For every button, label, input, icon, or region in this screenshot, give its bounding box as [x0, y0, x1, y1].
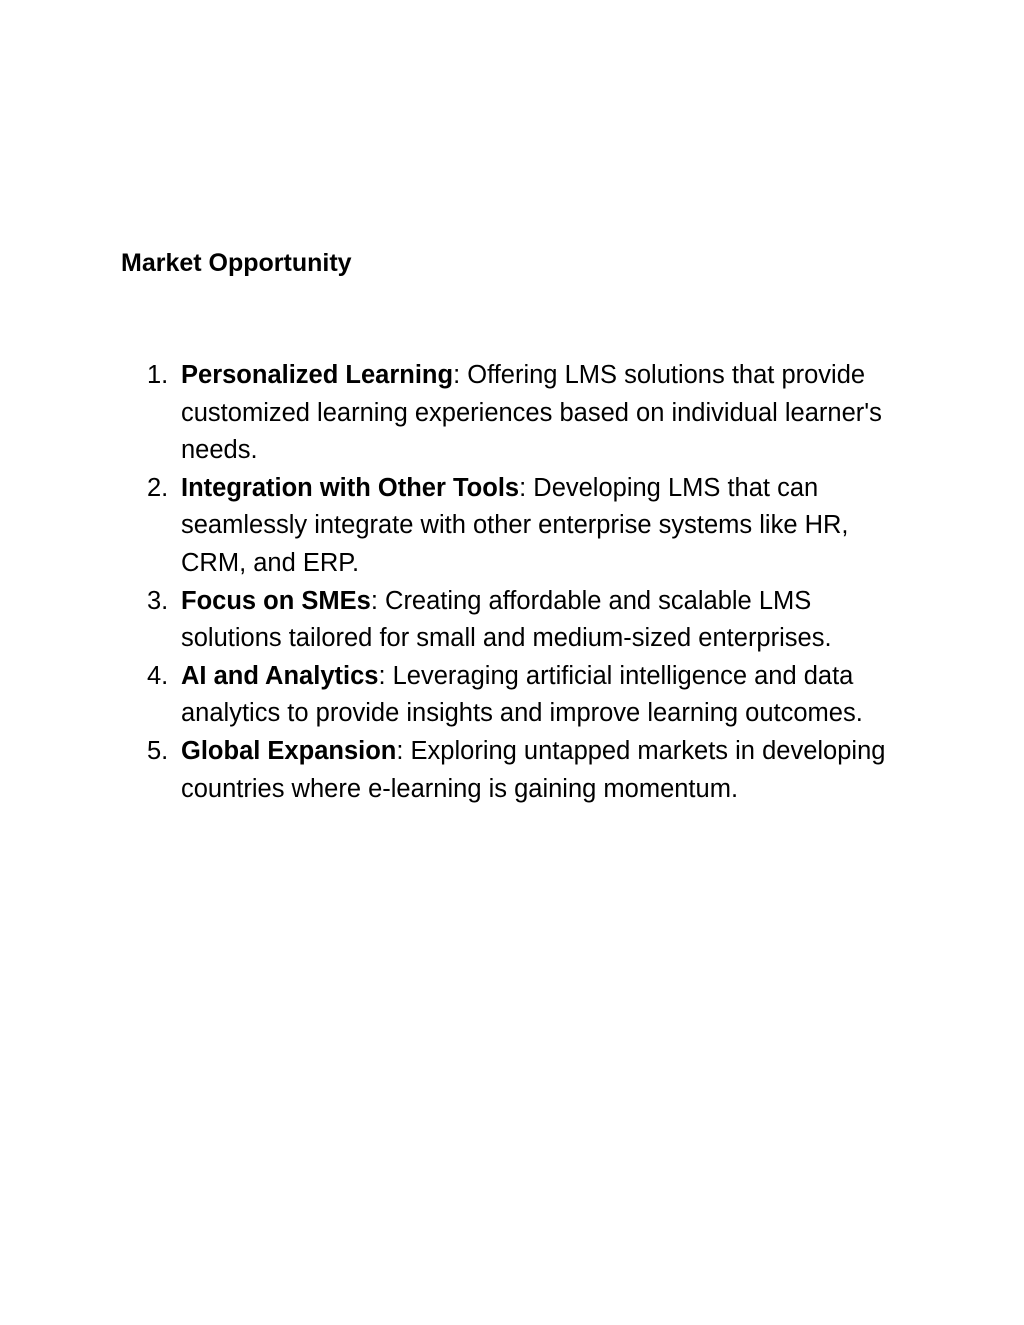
- list-item-term: AI and Analytics: [181, 661, 379, 690]
- list-item-text: : Exploring untapped markets in developing countries where e-learning is gaining momentum.: [181, 736, 886, 803]
- list-item-number: 1.: [147, 361, 169, 389]
- section-heading: Market Opportunity: [121, 249, 352, 277]
- list-item-text: : Developing LMS that can seamlessly integrate with other enterprise systems like HR, CRM, and ERP.: [181, 473, 849, 577]
- list-item-term: Global Expansion: [181, 736, 397, 765]
- list-item: [0, 583, 901, 658]
- list-item-term: Personalized Learning: [181, 361, 454, 389]
- list-item-number: 3.: [147, 586, 169, 615]
- list-item-text: : Offering LMS solutions that provide customized learning experiences based on individual learner's needs.: [181, 361, 882, 465]
- list-item-number: 2.: [147, 473, 169, 502]
- list-item-term: Focus on SMEs: [181, 586, 371, 615]
- list-item: [0, 733, 901, 808]
- list-item-text: : Leveraging artificial intelligence and data analytics to provide insights and improve learning outcomes.: [181, 661, 863, 728]
- list-item: [0, 357, 901, 470]
- list-item-text: : Creating affordable and scalable LMS solutions tailored for small and medium-sized enterprises.: [181, 586, 832, 653]
- list-item-term: Integration with Other Tools: [181, 473, 520, 502]
- opportunity-list: [0, 357, 1024, 808]
- list-item-number: 4.: [147, 661, 169, 690]
- list-item-number: 5.: [147, 736, 169, 765]
- list-item: [0, 470, 901, 583]
- list-item: [0, 658, 901, 733]
